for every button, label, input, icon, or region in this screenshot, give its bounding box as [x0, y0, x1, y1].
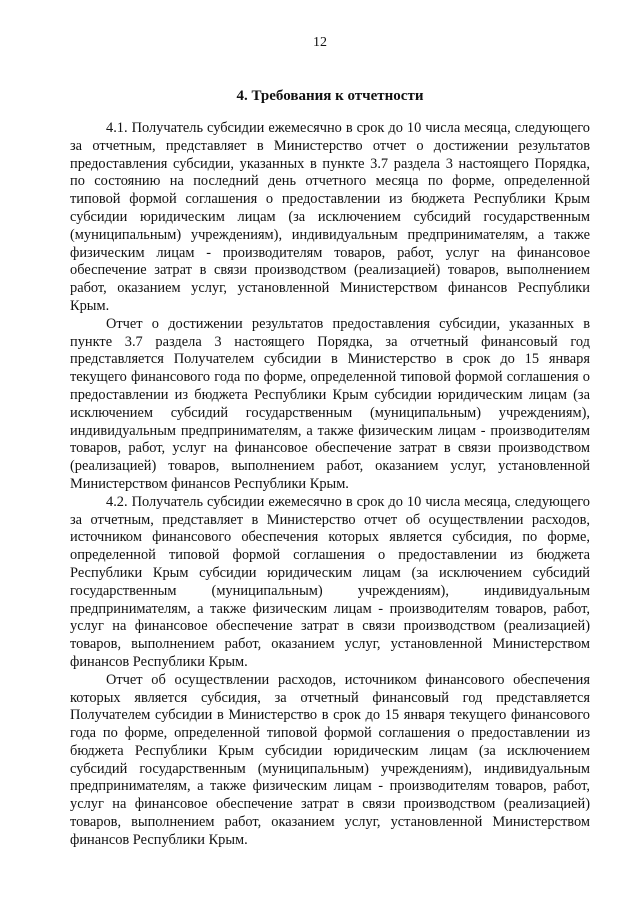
paragraph-4-1-annual-report: Отчет о достижении результатов предоставления субсидии, указанных в пункте 3.7 раздела 3 настоящего Порядка, за отчетный финансовый год представляется Получателем субсидии в Министерство в срок до 15 января текущего финансового года по форме, определенной типовой формой соглашения о предоставлении из бюджета Республики Крым субсидии юридическим лицам (за исключением субсидий государственным (муниципальным) учреждениям), индивидуальным предпринимателям, а также физическим лицам - производителям товаров, работ, услуг на финансовое обеспечение затрат в связи производством (реализацией) товаров, выполнением работ, оказанием услуг, установленной Министерством финансов Республики Крым.	[70, 315, 590, 492]
paragraph-4-1: 4.1. Получатель субсидии ежемесячно в срок до 10 числа месяца, следующего за отчетным, представляет в Министерство отчет о достижении результатов предоставления субсидии, указанных в пункте 3.7 раздела 3 настоящего Порядка, по состоянию на последний день отчетного месяца по форме, определенной типовой формой соглашения о предоставлении из бюджета Республики Крым субсидии юридическим лицам (за исключением субсидий государственным (муниципальным) учреждениям), индивидуальным предпринимателям, а также физическим лицам - производителям товаров, работ, услуг на финансовое обеспечение затрат в связи производством (реализацией) товаров, выполнением работ, оказанием услуг, установленной Министерством финансов Республики Крым.	[70, 120, 590, 314]
paragraph-4-2-annual-report: Отчет об осуществлении расходов, источником финансового обеспечения которых является субсидия, за отчетный финансовый год представляется Получателем субсидии в Министерство в срок до 15 января текущего финансового года по форме, определенной типовой формой соглашения о предоставлении из бюджета Республики Крым субсидии юридическим лицам (за исключением субсидий государственным (муниципальным) учреждениям), индивидуальным предпринимателям, а также физическим лицам - производителям товаров, работ, услуг на финансовое обеспечение затрат в связи производством (реализацией) товаров, выполнением работ, оказанием услуг, установленной Министерством финансов Республики Крым.	[70, 671, 590, 848]
section-title: 4. Требования к отчетности	[236, 88, 424, 104]
section-body	[70, 120, 590, 850]
paragraph-4-2: 4.2. Получатель субсидии ежемесячно в срок до 10 числа месяца, следующего за отчетным, представляет в Министерство отчет об осуществлении расходов, источником финансового обеспечения которых является субсидия, по форме, определенной типовой формой соглашения о предоставлении из бюджета Республики Крым субсидии юридическим лицам (за исключением субсидий государственным (муниципальным) учреждениям), индивидуальным предпринимателям, а также физическим лицам - производителям товаров, работ, услуг на финансовое обеспечение затрат в связи производством (реализацией) товаров, выполнением работ, оказанием услуг, установленной Министерством финансов Республики Крым.	[70, 493, 590, 670]
page-number: 12	[313, 35, 327, 50]
